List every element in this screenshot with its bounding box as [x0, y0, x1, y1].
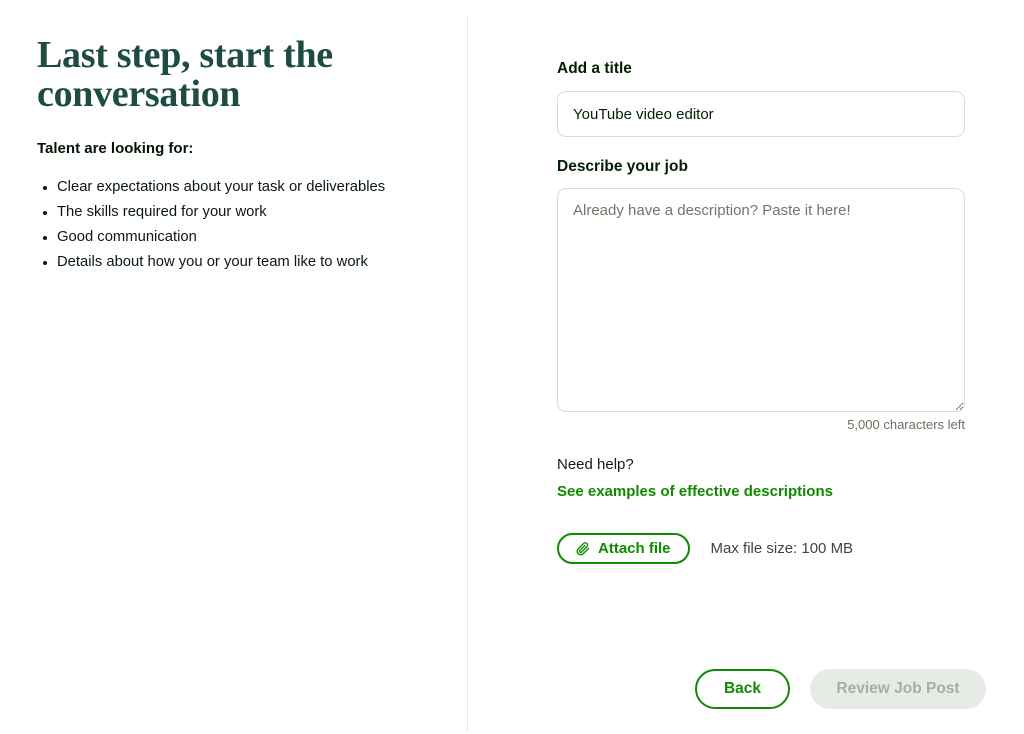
- guidance-panel: [37, 36, 437, 281]
- job-post-form: [557, 60, 965, 564]
- attach-file-row: [557, 533, 965, 564]
- characters-left-counter: 5,000 characters left: [847, 417, 965, 432]
- page-title: Last step, start the conversation: [37, 34, 333, 115]
- see-examples-link[interactable]: See examples of effective descriptions: [557, 483, 833, 500]
- list-item: • Details about how you or your team like to work: [57, 255, 437, 270]
- job-description-textarea[interactable]: [557, 188, 965, 412]
- footer-actions: [695, 669, 986, 709]
- need-help-text: Need help?: [557, 456, 634, 473]
- review-job-post-button[interactable]: Review Job Post: [810, 669, 986, 709]
- job-title-input[interactable]: [557, 91, 965, 137]
- attach-file-label: Attach file: [598, 540, 671, 557]
- back-button[interactable]: Back: [695, 669, 790, 709]
- max-file-size-text: Max file size: 100 MB: [710, 540, 854, 557]
- description-label: Describe your job: [557, 158, 688, 175]
- attach-file-button[interactable]: [557, 533, 690, 564]
- list-item: • The skills required for your work: [57, 205, 437, 220]
- list-item: • Good communication: [57, 230, 437, 245]
- title-label: Add a title: [557, 60, 632, 77]
- paperclip-icon: [576, 542, 590, 556]
- talent-looking-for-label: Talent are looking for:: [37, 139, 194, 157]
- vertical-divider: [467, 15, 468, 733]
- list-item: • Clear expectations about your task or deliverables: [57, 180, 437, 195]
- talent-tips-list: [37, 180, 437, 271]
